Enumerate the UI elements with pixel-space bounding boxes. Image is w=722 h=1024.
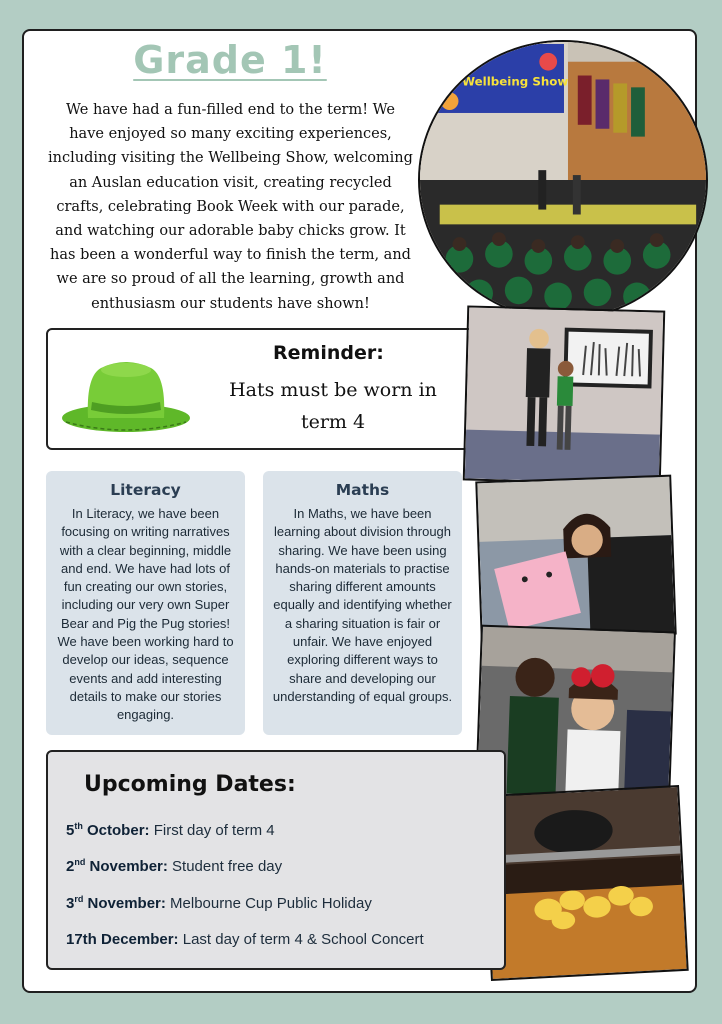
auslan-visit-photo — [463, 305, 666, 485]
screen-title: The Wellbeing Show — [433, 74, 569, 89]
date-item: 2nd November: Student free day — [66, 857, 283, 875]
literacy-text: In Literacy, we have been focusing on writing narratives with a clear beginning, middle and end. We have had lots of fun creating our own stories, including our very own Super Bear and Pig the Pug stories! We have been working hard to develop our ideas, sequence events and add interesting details to make our stories engaging. — [57, 506, 234, 723]
reminder-text: Hats must be worn in term 4 — [229, 379, 437, 433]
reminder-title: Reminder: — [273, 342, 384, 364]
book-week-photo — [475, 475, 676, 642]
baby-chicks-photo — [481, 785, 688, 981]
date-item: 17th December: Last day of term 4 & School Concert — [66, 931, 424, 948]
literacy-box — [46, 471, 245, 735]
wellbeing-show-photo — [418, 40, 708, 320]
page-title: Grade 1! — [133, 38, 327, 82]
intro-paragraph: We have had a fun-filled end to the term! We have enjoyed so many exciting experiences, including visiting the Wellbeing Show, welcoming an Auslan education visit, creating recycled crafts, celebrating Book Week with our parade, and watching our adorable baby chicks grow. It has been a wonderful way to finish the term, and we are so proud of all the learning, growth and enthusiasm our students have shown! — [48, 102, 413, 312]
upcoming-dates-title: Upcoming Dates: — [84, 772, 296, 797]
reminder-box — [46, 328, 486, 450]
literacy-title: Literacy — [110, 481, 181, 499]
maths-title: Maths — [335, 481, 390, 499]
maths-text: In Maths, we have been learning about division through sharing. We have been using hands-on materials to practise sharing different amounts equally and identifying whether a sharing situation is fair or unfair. We have enjoyed exploring different ways to share and developing our understanding of equal groups. — [272, 506, 453, 704]
date-item: 5th October: First day of term 4 — [66, 821, 275, 839]
date-item: 3rd November: Melbourne Cup Public Holiday — [66, 894, 372, 912]
maths-box — [263, 471, 462, 735]
bucket-hat-icon — [56, 346, 196, 436]
upcoming-dates-box — [46, 750, 506, 970]
